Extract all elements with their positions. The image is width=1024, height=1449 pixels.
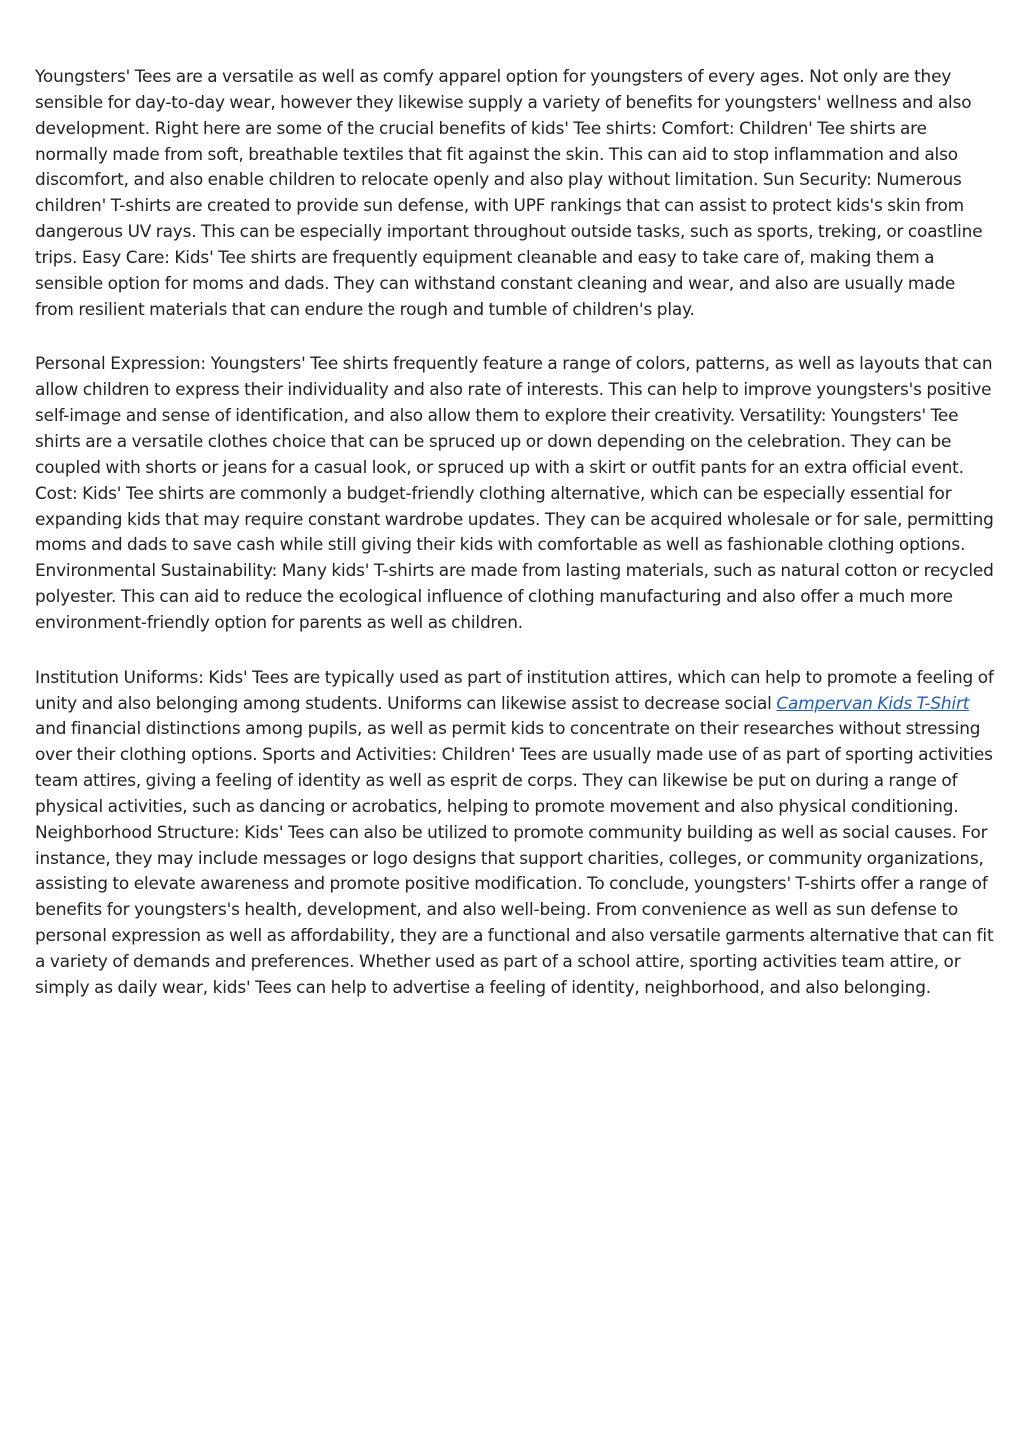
campervan-kids-tshirt-link[interactable]: Campervan Kids T-Shirt bbox=[776, 692, 970, 713]
paragraph-benefits-comfort: Youngsters' Tees are a versatile as well as comfy apparel option for youngsters of every ages. Not only are they sensible for day-to-day wear, however they likewise supply a variety of benefits for youngsters' wellness and also development. Right here are some of the crucial benefits of kids' Tee shirts: Comfort: Children' Tee shirts are normally made from soft, breathable textiles that fit against the skin. This can aid to stop inflammation and also discomfort, and also enable children to relocate openly and also play without limitation. Sun Security: Numerous children' T-shirts are created to provide sun defense, with UPF rankings that can assist to protect kids's skin from dangerous UV rays. This can be especially important throughout outside tasks, such as sports, treking, or coastline trips. Easy Care: Kids' Tee shirts are frequently equipment cleanable and easy to take care of, making them a sensible option for moms and dads. They can withstand constant cleaning and wear, and also are usually made from resilient materials that can endure the rough and tumble of children's play. bbox=[35, 66, 983, 319]
paragraph-expression-versatility: Personal Expression: Youngsters' Tee shirts frequently feature a range of colors, patterns, as well as layouts that can allow children to express their individuality and also rate of interests. This can help to improve youngsters's positive self-image and sense of identification, and also allow them to explore their creativity. Versatility: Youngsters' Tee shirts are a versatile clothes choice that can be spruced up or down depending on the celebration. They can be coupled with shorts or jeans for a casual look, or spruced up with a skirt or outfit pants for an extra official event. Cost: Kids' Tee shirts are commonly a budget-friendly clothing alternative, which can be especially essential for expanding kids that may require constant wardrobe updates. They can be acquired wholesale or for sale, permitting moms and dads to save cash while still giving their kids with comfortable as well as fashionable clothing options. Environmental Sustainability: Many kids' T-shirts are made from lasting materials, such as natural cotton or recycled polyester. This can aid to reduce the ecological influence of clothing manufacturing and also offer a much more environment-friendly option for parents as well as children. bbox=[35, 353, 994, 632]
paragraph-text-before-link: Institution Uniforms: Kids' Tees are typically used as part of institution attires, which can help to promote a feeling of unity and also belonging among students. Uniforms can likewise assist to decrease social bbox=[35, 666, 994, 713]
paragraph-uniforms-conclusion bbox=[35, 665, 995, 1001]
document-body bbox=[35, 64, 995, 1030]
paragraph-text-after-link: and financial distinctions among pupils, as well as permit kids to concentrate on their researches without stressing over their clothing options. Sports and Activities: Children' Tees are usually made use of as part of sporting activities team attires, giving a feeling of identity as well as esprit de corps. They can likewise be put on during a range of physical activities, such as dancing or acrobatics, helping to promote movement and also physical conditioning. Neighborhood Structure: Kids' Tees can also be utilized to promote community building as well as social causes. For instance, they may include messages or logo designs that support charities, colleges, or community organizations, assisting to elevate awareness and promote positive modification. To conclude, youngsters' T-shirts offer a range of benefits for youngsters's health, development, and also well-being. From convenience as well as sun defense to personal expression as well as affordability, they are a functional and also versatile garments alternative that can fit a variety of demands and preferences. Whether used as part of a school attire, sporting activities team attire, or simply as daily wear, kids' Tees can help to advertise a feeling of identity, neighborhood, and also belonging. bbox=[35, 718, 994, 997]
